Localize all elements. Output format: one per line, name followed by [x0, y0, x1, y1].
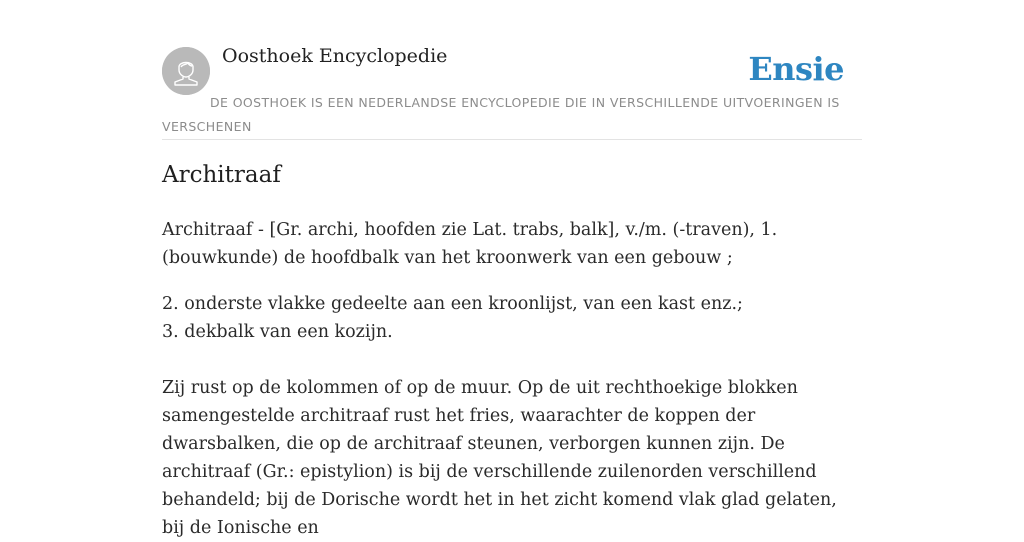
- entry-paragraph-1: Architraaf - [Gr. archi, hoofden zie Lat. trabs, balk], v./m. (-traven), 1. (bouwkunde) de hoofdbalk van het kroonwerk van een gebouw ;: [162, 220, 778, 268]
- entry-paragraph-3: Zij rust op de kolommen of op de muur. Op de uit rechthoekige blokken samengestelde architraaf rust het fries, waarachter de koppen der dwarsbalken, die op de architraaf steunen, verborgen kunnen zijn. De architraaf (Gr.: epistylion) is bij de verschillende zuilenorden verschillend behandeld; bij de Dorische wordt het in het zicht komend vlak glad gelaten, bij de Ionische en: [162, 378, 837, 538]
- entry-line-2: 2. onderste vlakke gedeelte aan een kroonlijst, van een kast enz.;: [162, 294, 743, 314]
- user-icon: [162, 47, 210, 95]
- site-title[interactable]: Oosthoek Encyclopedie: [222, 45, 448, 67]
- brand-logo[interactable]: Ensie: [748, 50, 844, 88]
- page-container: [162, 0, 862, 538]
- avatar[interactable]: [162, 47, 210, 95]
- entry-paragraph-2: [162, 290, 862, 346]
- site-tagline: DE OOSTHOEK IS EEN NEDERLANDSE ENCYCLOPEDIE DIE IN VERSCHILLENDE UITVOERINGEN IS VERSCHENEN: [162, 95, 840, 134]
- entry-title: Architraaf: [162, 162, 281, 188]
- header-divider: [162, 139, 862, 140]
- entry-line-3: 3. dekbalk van een kozijn.: [162, 322, 393, 342]
